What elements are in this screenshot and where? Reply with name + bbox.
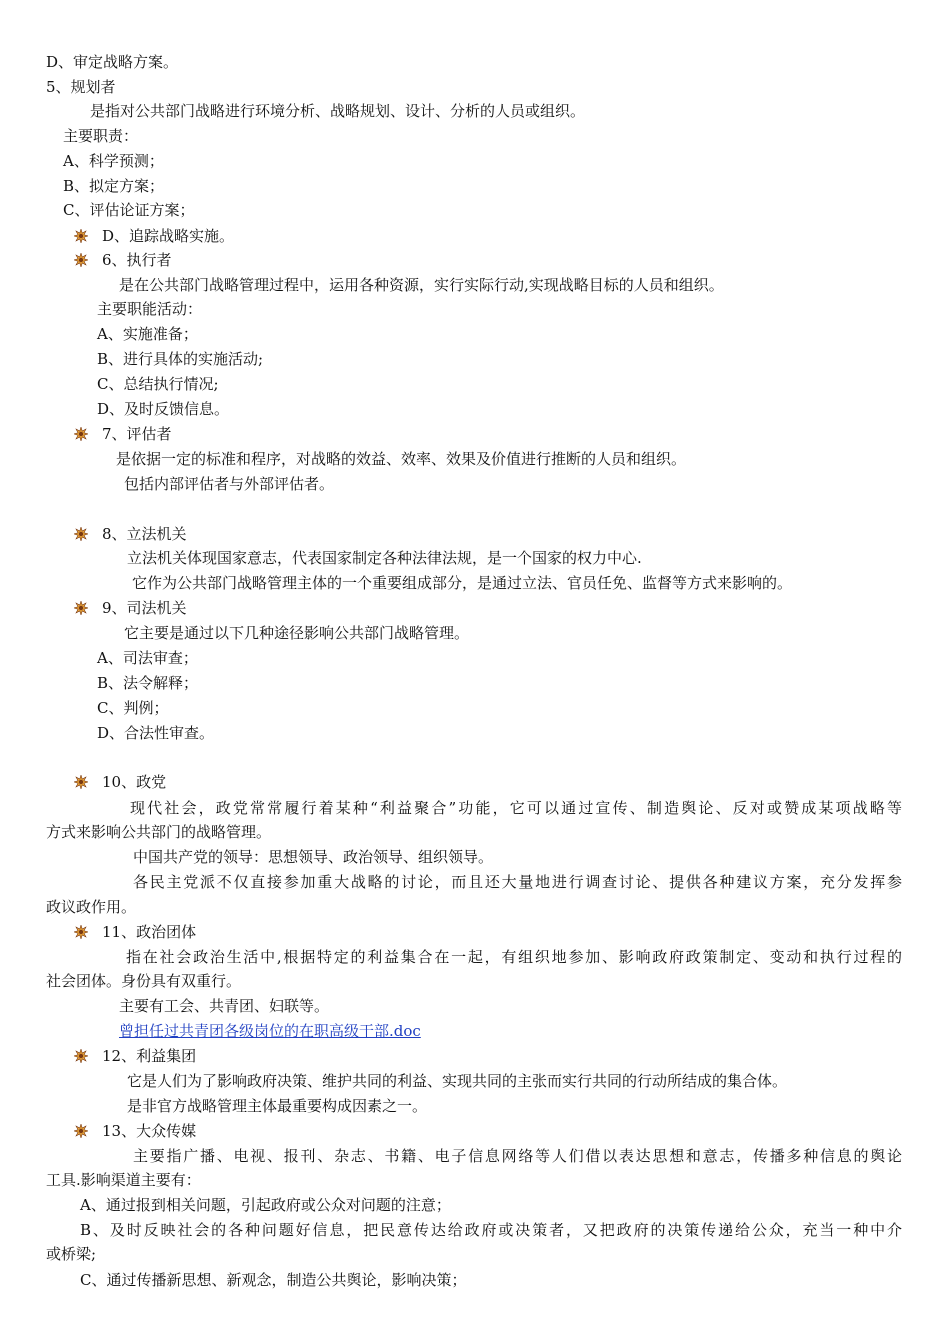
bullet-heading — [74, 250, 172, 270]
text-line: D、审定战略方案。 — [46, 53, 179, 71]
heading-text: 12、利益集团 — [102, 1047, 197, 1065]
text-line: 工具.影响渠道主要有： — [46, 1171, 201, 1189]
bullet-heading — [74, 524, 187, 544]
heading-text: 10、政党 — [102, 773, 167, 791]
text-line: 包括内部评估者与外部评估者。 — [124, 475, 335, 493]
text-line: 各民主党派不仅直接参加重大战略的讨论，而且还大量地进行调查讨论、提供各种建议方案，充分发挥参 — [133, 873, 902, 891]
heading-text: 11、政治团体 — [102, 923, 197, 941]
bullet-heading — [74, 1046, 196, 1066]
bullet-heading — [74, 598, 187, 618]
text-line: 政议政作用。 — [46, 898, 137, 916]
star-burst-icon — [74, 925, 88, 939]
star-burst-icon — [74, 427, 88, 441]
text-line: C、判例； — [97, 699, 169, 717]
bullet-heading — [74, 1121, 196, 1141]
bullet-heading — [74, 922, 196, 942]
text-line: A、通过报到相关问题，引起政府或公众对问题的注意； — [80, 1196, 451, 1214]
text-line: A、司法审查； — [97, 649, 198, 667]
heading-text: 7、评估者 — [102, 425, 172, 443]
text-line: 指在社会政治生活中,根据特定的利益集合在一起，有组织地参加、影响政府政策制定、变动和执行过程的 — [126, 948, 902, 966]
star-burst-icon — [74, 253, 88, 267]
text-line: C、总结执行情况; — [97, 375, 219, 393]
bullet-heading — [74, 772, 166, 792]
heading-text: D、追踪战略实施。 — [102, 227, 235, 245]
bullet-heading — [74, 226, 234, 246]
text-line: 立法机关体现国家意志，代表国家制定各种法律法规，是一个国家的权力中心. — [127, 549, 642, 567]
text-line: A、实施准备； — [97, 325, 198, 343]
text-line: B、拟定方案； — [63, 177, 165, 195]
star-burst-icon — [74, 229, 88, 243]
text-line: 主要职责： — [63, 127, 139, 145]
text-line: 主要有工会、共青团、妇联等。 — [119, 997, 330, 1015]
text-line: 方式来影响公共部门的战略管理。 — [46, 823, 272, 841]
text-line: C、评估论证方案； — [63, 201, 195, 219]
text-line: 社会团体。身份具有双重行。 — [46, 972, 242, 990]
heading-text: 13、大众传媒 — [102, 1122, 197, 1140]
text-line: B、及时反映社会的各种问题好信息，把民意传达给政府或决策者，又把政府的决策传递给公众，充当一种中介 — [80, 1221, 902, 1239]
text-line: 中国共产党的领导：思想领导、政治领导、组织领导。 — [133, 848, 494, 866]
text-line: B、法令解释； — [97, 674, 199, 692]
text-line: D、及时反馈信息。 — [97, 400, 230, 418]
text-line: 主要指广播、电视、报刊、杂志、书籍、电子信息网络等人们借以表达思想和意志，传播多种信息的舆论 — [133, 1147, 902, 1165]
text-line: 它主要是通过以下几种途径影响公共部门战略管理。 — [124, 624, 470, 642]
text-line: B、进行具体的实施活动; — [97, 350, 264, 368]
text-line: 是依据一定的标准和程序，对战略的效益、效率、效果及价值进行推断的人员和组织。 — [116, 450, 687, 468]
text-line: 是非官方战略管理主体最重要构成因素之一。 — [127, 1097, 428, 1115]
text-line: A、科学预测； — [63, 152, 164, 170]
star-burst-icon — [74, 601, 88, 615]
heading-text: 9、司法机关 — [102, 599, 187, 617]
star-burst-icon — [74, 775, 88, 789]
text-line: D、合法性审查。 — [97, 724, 215, 742]
text-line: 是指对公共部门战略进行环境分析、战略规划、设计、分析的人员或组织。 — [90, 102, 586, 120]
heading-text: 8、立法机关 — [102, 525, 187, 543]
text-line: 主要职能活动： — [97, 300, 203, 318]
star-burst-icon — [74, 527, 88, 541]
text-line: 它作为公共部门战略管理主体的一个重要组成部分，是通过立法、官员任免、监督等方式来影响的。 — [132, 574, 793, 592]
text-line: 现代社会，政党常常履行着某种“利益聚合”功能，它可以通过宣传、制造舆论、反对或赞成某项战略等 — [130, 799, 902, 817]
heading-text: 6、执行者 — [102, 251, 172, 269]
text-line: 5、规划者 — [46, 78, 116, 96]
bullet-heading — [74, 424, 172, 444]
doc-link[interactable]: 曾担任过共青团各级岗位的在职高级干部.doc — [119, 1022, 421, 1040]
star-burst-icon — [74, 1049, 88, 1063]
text-line: C、通过传播新思想、新观念，制造公共舆论，影响决策； — [80, 1271, 467, 1289]
doc-link-line — [119, 1021, 421, 1041]
star-burst-icon — [74, 1124, 88, 1138]
text-line: 是在公共部门战略管理过程中，运用各种资源，实行实际行动,实现战略目标的人员和组织。 — [119, 276, 724, 294]
text-line: 它是人们为了影响政府决策、维护共同的利益、实现共同的主张而实行共同的行动所结成的集合体。 — [127, 1072, 788, 1090]
text-line: 或桥梁; — [46, 1245, 97, 1263]
